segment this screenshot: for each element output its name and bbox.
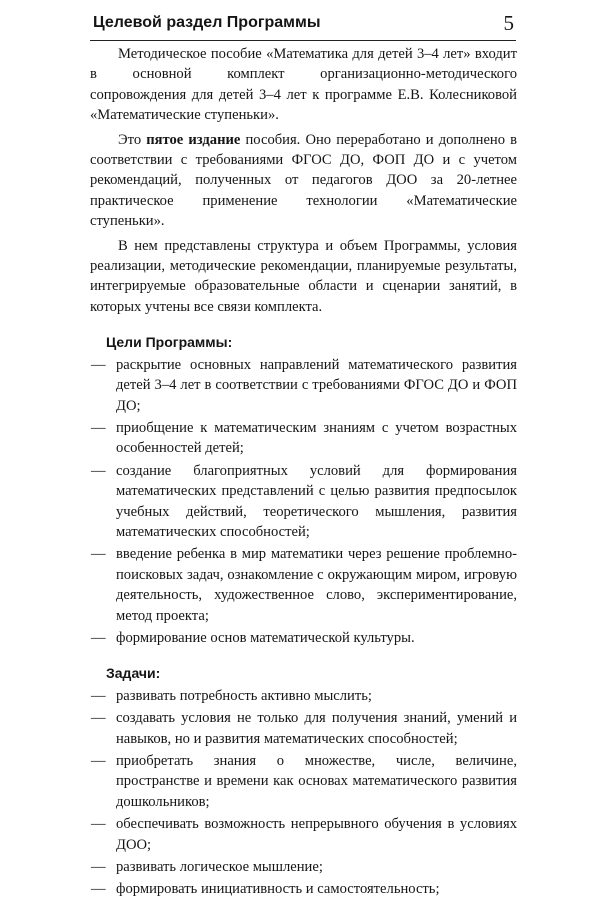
list-item-text: формирование основ математической культуры. (116, 629, 415, 646)
list-item (90, 544, 517, 626)
dash-mark: — (91, 462, 106, 479)
dash-mark: — (91, 816, 106, 833)
list-item-text: развивать потребность активно мыслить; (116, 687, 372, 704)
dash-mark: — (91, 629, 106, 646)
list-item-text: обеспечивать возможность непрерывного обучения в условиях ДОО; (116, 816, 517, 853)
paragraph-intro: Методическое пособие «Математика для детей 3–4 лет» входит в основной комплект организационно-методического сопровождения для детей 3–4 лет к программе Е.В. Колесниковой «Математические ступеньки». (90, 46, 517, 124)
page-number: 5 (503, 11, 514, 35)
page-content (90, 44, 517, 902)
list-item (90, 708, 517, 749)
list-item (90, 814, 517, 855)
list-item-text: приобщение к математическим знаниям с учетом возрастных особенностей детей; (116, 419, 517, 457)
edition-emphasis: пятое издание (146, 131, 241, 148)
dash-mark: — (91, 546, 106, 563)
edition-text: пособия. Оно переработано и дополнено в соответствии с требованиями ФГОС ДО, ФОП ДО и с учетом рекомендаций, полученных от педагогов ДОО за 20-летнее практическое применение технологии «Математические ступеньки». (90, 131, 518, 230)
list-item-text: создавать условия не только для получения знаний, умений и навыков, но и развития математических способностей; (116, 710, 517, 747)
goals-list (90, 355, 517, 649)
dash-mark: — (91, 859, 106, 876)
running-header (90, 10, 516, 41)
tasks-heading: Задачи: (106, 665, 161, 682)
list-item (90, 751, 517, 812)
dash-mark: — (91, 710, 106, 727)
list-item-text: создание благоприятных условий для формирования математических представлений с целью развития предпосылок учебных действий, теоретического мышления, развития математических способностей; (116, 462, 517, 540)
list-item (90, 879, 517, 899)
list-item (90, 857, 517, 877)
dash-mark: — (91, 356, 106, 373)
dash-mark: — (91, 419, 106, 436)
paragraph-structure: В нем представлены структура и объем Программы, условия реализации, методические рекомендации, планируемые результаты, интегрируемые образовательные области и сценарии занятий, в которых учтены все связи комплекта. (90, 237, 517, 315)
paragraph-edition (90, 130, 517, 232)
list-item (90, 461, 517, 543)
list-item (90, 355, 517, 416)
list-item-text: формировать инициативность и самостоятельность; (116, 881, 440, 898)
tasks-list (90, 686, 517, 900)
list-item-text: приобретать знания о множестве, числе, величине, пространстве и времени как основах математического развития дошкольников; (116, 753, 517, 810)
list-item-text: раскрытие основных направлений математического развития детей 3–4 лет в соответствии с требованиями ФГОС ДО и ФОП ДО; (116, 356, 517, 414)
list-item (90, 418, 517, 459)
list-item (90, 686, 517, 706)
section-title: Целевой раздел Программы (93, 14, 321, 31)
list-item-text: введение ребенка в мир математики через решение проблемно-поисковых задач, ознакомление с окружающим миром, игровую деятельность, художественное слово, экспериментирование, метод проекта; (116, 546, 517, 624)
dash-mark: — (91, 881, 106, 898)
dash-mark: — (91, 753, 106, 769)
edition-prefix: Это (118, 131, 147, 148)
list-item-text: развивать логическое мышление; (116, 859, 323, 876)
list-item (90, 628, 517, 648)
dash-mark: — (91, 687, 106, 704)
goals-heading: Цели Программы: (106, 334, 233, 351)
